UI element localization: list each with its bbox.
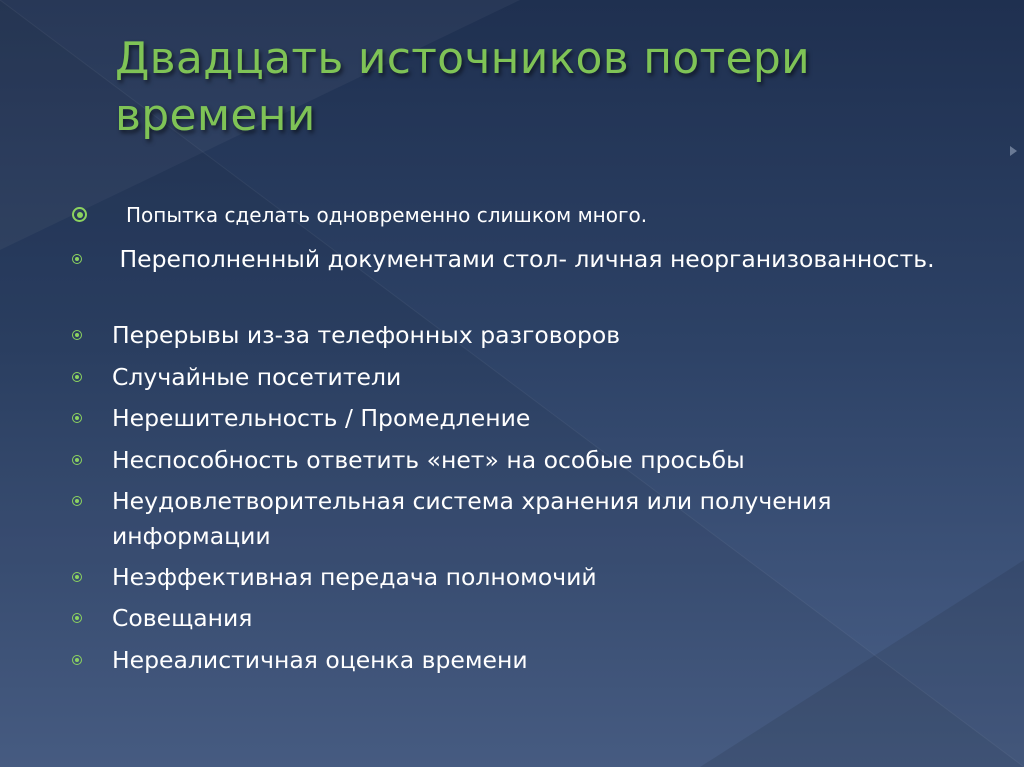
- bullet-icon: [72, 572, 82, 582]
- bullet-icon: [72, 413, 82, 423]
- list-item-text: Неэффективная передача полномочий: [112, 563, 597, 591]
- list-item-text: Неудовлетворительная система хранения или получения информации: [112, 487, 839, 550]
- list-item-text: Случайные посетители: [112, 363, 402, 391]
- bullet-icon: [72, 455, 82, 465]
- list-item-text: Неспособность ответить «нет» на особые просьбы: [112, 446, 745, 474]
- bullet-icon: [72, 613, 82, 623]
- bullet-icon: [72, 254, 82, 264]
- list-item-text: Перерывы из-за телефонных разговоров: [112, 321, 621, 349]
- list-item-text: Попытка сделать одновременно слишком много.: [126, 203, 648, 227]
- bullet-icon: [72, 655, 82, 665]
- slide-arrow-icon: [1010, 146, 1017, 156]
- list-item-text: Переполненный документами стол- личная неорганизованность.: [112, 245, 935, 273]
- bullet-icon: [72, 207, 87, 222]
- bullet-icon: [72, 330, 82, 340]
- list-item-text: Нереалистичная оценка времени: [112, 646, 528, 674]
- slide-title: Двадцать источников потери времени: [115, 33, 810, 141]
- list-item-text: Нерешительность / Промедление: [112, 404, 531, 432]
- bullet-icon: [72, 496, 82, 506]
- list-item-text: Совещания: [112, 604, 253, 632]
- bullet-icon: [72, 372, 82, 382]
